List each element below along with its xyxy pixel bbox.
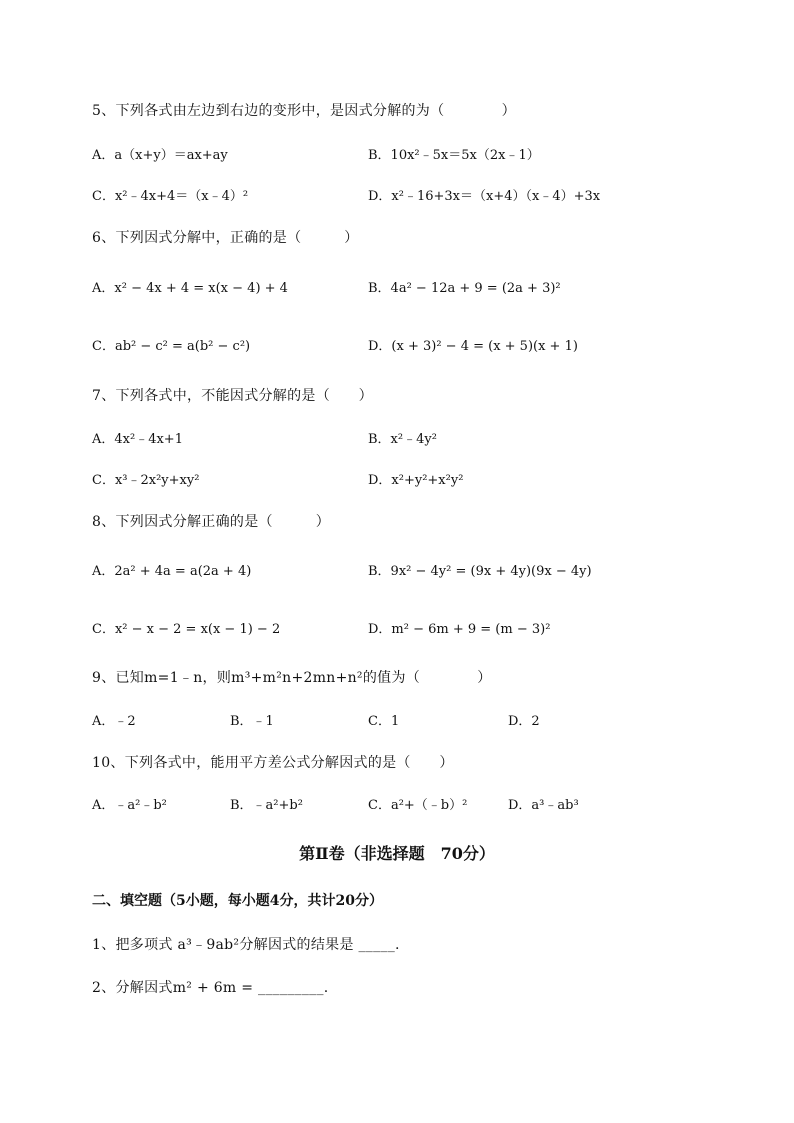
question-8-option-d: D．m² − 6m + 9 = (m − 3)²	[368, 622, 551, 637]
part-two-heading: 二、填空题（5小题，每小题4分，共计20分）	[92, 893, 383, 909]
question-6-option-b: B．4a² − 12a + 9 = (2a + 3)²	[368, 281, 561, 296]
question-8-option-a: A．2a² + 4a = a(2a + 4)	[92, 564, 252, 579]
fill-item-1: 1、把多项式 a³﹣9ab²分解因式的结果是 _____.	[92, 937, 400, 953]
question-9-option-d: D．2	[508, 714, 540, 729]
question-10-option-a: A．﹣a²﹣b²	[92, 798, 167, 813]
question-5-option-d: D．x²﹣16+3x＝（x+4）（x﹣4）+3x	[368, 189, 601, 204]
question-10-stem: 10、下列各式中，能用平方差公式分解因式的是（ ）	[92, 755, 454, 771]
fill-item-2: 2、分解因式m² + 6m = _________.	[92, 980, 329, 996]
question-10-option-d: D．a³﹣ab³	[508, 798, 579, 813]
question-8-option-c: C．x² − x − 2 = x(x − 1) − 2	[92, 622, 281, 637]
question-7-option-d: D．x²+y²+x²y²	[368, 473, 464, 488]
question-8-option-b: B．9x² − 4y² = (9x + 4y)(9x − 4y)	[368, 564, 592, 579]
question-7-option-a: A．4x²﹣4x+1	[92, 432, 183, 447]
question-6-option-d: D．(x + 3)² − 4 = (x + 5)(x + 1)	[368, 339, 578, 354]
question-6-option-a: A．x² − 4x + 4 = x(x − 4) + 4	[92, 281, 288, 296]
question-7-option-c: C．x³﹣2x²y+xy²	[92, 473, 200, 488]
section-title: 第Ⅱ卷（非选择题 70分）	[299, 844, 495, 863]
question-9-option-b: B．﹣1	[230, 714, 274, 729]
question-5-option-c: C．x²﹣4x+4＝（x﹣4）²	[92, 189, 249, 204]
question-6-option-c: C．ab² − c² = a(b² − c²)	[92, 339, 251, 354]
question-5-option-a: A．a（x+y）＝ax+ay	[92, 148, 228, 163]
question-10-option-c: C．a²+（﹣b）²	[368, 798, 468, 813]
question-9-option-c: C．1	[368, 714, 400, 729]
question-9-stem: 9、已知m=1﹣n，则m³+m²n+2mn+n²的值为（ ）	[92, 670, 492, 686]
question-10-option-b: B．﹣a²+b²	[230, 798, 303, 813]
question-5-option-b: B．10x²﹣5x＝5x（2x﹣1）	[368, 148, 540, 163]
question-6-stem: 6、下列因式分解中，正确的是（ ）	[92, 230, 359, 246]
question-8-stem: 8、下列因式分解正确的是（ ）	[92, 514, 331, 530]
question-9-option-a: A．﹣2	[92, 714, 136, 729]
question-5-stem: 5、下列各式由左边到右边的变形中，是因式分解的为（ ）	[92, 103, 516, 119]
question-7-option-b: B．x²﹣4y²	[368, 432, 437, 447]
question-7-stem: 7、下列各式中，不能因式分解的是（ ）	[92, 388, 373, 404]
